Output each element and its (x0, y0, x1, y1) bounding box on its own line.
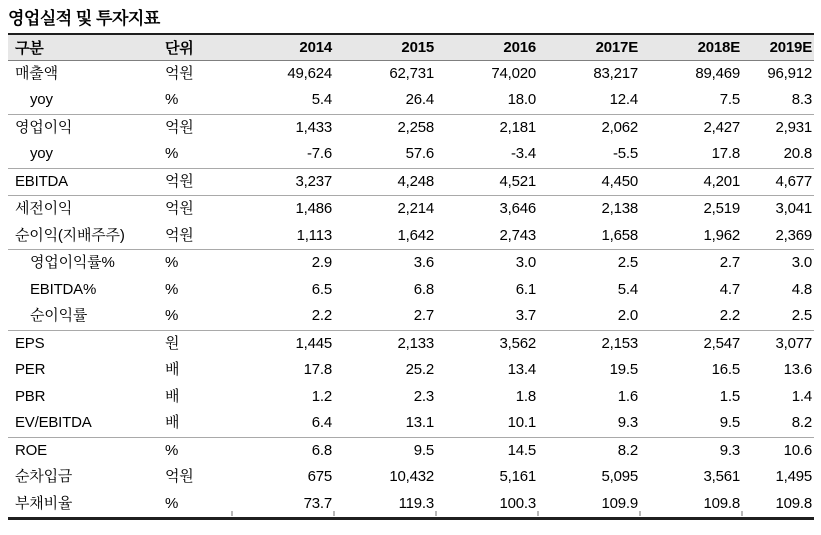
row-unit: % (165, 441, 179, 459)
table-row (8, 223, 814, 250)
row-unit: 배 (165, 387, 180, 405)
value-cell: 2.3 (413, 387, 434, 405)
value-cell: 6.8 (311, 441, 332, 459)
value-cell: 13.4 (507, 361, 536, 378)
value-cell: 18.0 (436, 87, 538, 114)
value-cell: 2.0 (538, 303, 640, 330)
value-cell: 3,646 (499, 200, 536, 217)
financials-table (8, 33, 814, 520)
row-label: 순차입금 (15, 468, 73, 485)
value-cell: 9.3 (719, 441, 740, 459)
row-unit: % (158, 303, 234, 330)
value-cell: 49,624 (287, 64, 332, 82)
table-row (8, 437, 814, 464)
value-cell: 4.8 (791, 280, 812, 298)
value-cell: 2,138 (601, 200, 638, 217)
column-tick (333, 511, 335, 516)
column-tick (639, 511, 641, 516)
header-category: 구분 (8, 34, 158, 60)
value-cell: 100.3 (436, 491, 538, 519)
value-cell: 5.4 (234, 87, 334, 114)
value-cell: 12.4 (538, 87, 640, 114)
row-label: 영업이익률% (30, 254, 115, 271)
value-cell: 3.6 (413, 254, 434, 271)
value-cell: 73.7 (234, 491, 334, 519)
value-cell: 13.6 (783, 361, 812, 378)
value-cell: 2,214 (397, 200, 434, 217)
value-cell: 9.5 (413, 441, 434, 459)
value-cell: 6.1 (515, 280, 536, 298)
value-cell: 8.2 (617, 441, 638, 459)
value-cell: 2,427 (703, 118, 740, 136)
value-cell: 25.2 (405, 361, 434, 378)
value-cell: 89,469 (695, 64, 740, 82)
row-label: EBITDA (8, 168, 158, 196)
row-unit: % (165, 280, 179, 298)
value-cell: -7.6 (234, 141, 334, 168)
value-cell: 5,095 (601, 468, 638, 485)
value-cell: 2.7 (334, 303, 436, 330)
row-label: 영업이익 (15, 118, 73, 136)
value-cell: 8.3 (742, 87, 814, 114)
value-cell: 17.8 (640, 141, 742, 168)
value-cell: 1.5 (719, 387, 740, 405)
value-cell: 1.8 (515, 387, 536, 405)
value-cell: 2,743 (436, 223, 538, 250)
row-unit: 억원 (158, 168, 234, 196)
header-year-2015: 2015 (334, 34, 436, 60)
row-unit: % (165, 254, 179, 271)
row-unit: 원 (165, 334, 180, 352)
value-cell: 2.2 (640, 303, 742, 330)
value-cell: 2.7 (719, 254, 740, 271)
table-header (8, 34, 814, 60)
value-cell: 6.5 (311, 280, 332, 298)
row-unit: 억원 (165, 200, 194, 217)
value-cell: 109.8 (640, 491, 742, 519)
value-cell: 3.0 (791, 254, 812, 271)
row-unit: 배 (165, 361, 180, 378)
value-cell: 1,445 (295, 334, 332, 352)
value-cell: 4,450 (538, 168, 640, 196)
value-cell: 4,521 (436, 168, 538, 196)
table-row (8, 491, 814, 519)
value-cell: 9.3 (538, 410, 640, 437)
value-cell: -5.5 (538, 141, 640, 168)
row-label: EV/EBITDA (8, 410, 158, 437)
value-cell: 17.8 (303, 361, 332, 378)
table-row (8, 357, 814, 384)
page-title: 영업실적 및 투자지표 (8, 9, 160, 28)
row-label: yoy (8, 141, 158, 168)
value-cell: 2.9 (311, 254, 332, 271)
column-tick (741, 511, 743, 516)
value-cell: 10,432 (389, 468, 434, 485)
table-row (8, 114, 814, 141)
row-label: 매출액 (15, 64, 58, 82)
row-label: ROE (15, 441, 47, 459)
row-label: PER (15, 361, 46, 378)
value-cell: 1,433 (295, 118, 332, 136)
row-unit: 배 (158, 410, 234, 437)
value-cell: 96,912 (767, 64, 812, 82)
table-row (8, 87, 814, 114)
value-cell: 20.8 (742, 141, 814, 168)
value-cell: 2,547 (703, 334, 740, 352)
header-year-2014: 2014 (234, 34, 334, 60)
value-cell: 6.4 (234, 410, 334, 437)
value-cell: 2,519 (703, 200, 740, 217)
value-cell: 1.4 (791, 387, 812, 405)
value-cell: 109.9 (538, 491, 640, 519)
row-label: EBITDA% (30, 280, 97, 298)
value-cell: 5.4 (617, 280, 638, 298)
value-cell: 8.2 (742, 410, 814, 437)
value-cell: 14.5 (507, 441, 536, 459)
value-cell: 74,020 (491, 64, 536, 82)
value-cell: 1.6 (617, 387, 638, 405)
row-unit: 억원 (165, 118, 194, 136)
header-year-2017e: 2017E (538, 34, 640, 60)
row-label: 세전이익 (15, 200, 73, 217)
value-cell: 3,041 (775, 200, 812, 217)
table-row (8, 141, 814, 168)
value-cell: 4.7 (719, 280, 740, 298)
value-cell: 7.5 (640, 87, 742, 114)
value-cell: 10.6 (783, 441, 812, 459)
row-unit: % (158, 87, 234, 114)
value-cell: 109.8 (742, 491, 814, 519)
column-tick (537, 511, 539, 516)
value-cell: 675 (307, 468, 332, 485)
row-label: 부채비율 (8, 491, 158, 519)
value-cell: 5,161 (499, 468, 536, 485)
value-cell: 3,562 (499, 334, 536, 352)
value-cell: 1,495 (775, 468, 812, 485)
value-cell: 62,731 (389, 64, 434, 82)
value-cell: 3,077 (775, 334, 812, 352)
value-cell: 26.4 (334, 87, 436, 114)
header-year-2018e: 2018E (640, 34, 742, 60)
value-cell: -3.4 (436, 141, 538, 168)
table-row (8, 277, 814, 304)
row-unit: % (158, 491, 234, 519)
value-cell: 1,486 (295, 200, 332, 217)
header-year-2019e: 2019E (742, 34, 814, 60)
value-cell: 2,153 (601, 334, 638, 352)
value-cell: 2,133 (397, 334, 434, 352)
table-row (8, 196, 814, 223)
row-label: yoy (8, 87, 158, 114)
value-cell: 119.3 (334, 491, 436, 519)
value-cell: 2,062 (601, 118, 638, 136)
table-row (8, 60, 814, 87)
header-unit: 단위 (158, 34, 234, 60)
table-body (8, 60, 814, 519)
value-cell: 1.2 (311, 387, 332, 405)
value-cell: 1,113 (234, 223, 334, 250)
table-row (8, 168, 814, 196)
table-row (8, 330, 814, 357)
column-tick (231, 511, 233, 516)
row-label: 순이익률 (8, 303, 158, 330)
value-cell: 3.0 (515, 254, 536, 271)
value-cell: 3.7 (436, 303, 538, 330)
value-cell: 3,237 (234, 168, 334, 196)
value-cell: 10.1 (436, 410, 538, 437)
value-cell: 2.2 (234, 303, 334, 330)
value-cell: 19.5 (609, 361, 638, 378)
value-cell: 2.5 (617, 254, 638, 271)
value-cell: 1,962 (640, 223, 742, 250)
value-cell: 2,369 (742, 223, 814, 250)
header-row (8, 34, 814, 60)
row-label: EPS (15, 334, 45, 352)
row-unit: % (158, 141, 234, 168)
value-cell: 13.1 (334, 410, 436, 437)
value-cell: 4,248 (334, 168, 436, 196)
value-cell: 6.8 (413, 280, 434, 298)
value-cell: 2,181 (499, 118, 536, 136)
table-row (8, 384, 814, 411)
row-label: PBR (15, 387, 46, 405)
table-row (8, 250, 814, 277)
row-unit: 억원 (158, 223, 234, 250)
table-row (8, 464, 814, 491)
value-cell: 2,258 (397, 118, 434, 136)
value-cell: 3,561 (703, 468, 740, 485)
value-cell: 1,658 (538, 223, 640, 250)
row-unit: 억원 (165, 468, 194, 485)
value-cell: 83,217 (593, 64, 638, 82)
value-cell: 57.6 (334, 141, 436, 168)
value-cell: 4,201 (640, 168, 742, 196)
value-cell: 1,642 (334, 223, 436, 250)
header-year-2016: 2016 (436, 34, 538, 60)
row-label: 순이익(지배주주) (8, 223, 158, 250)
table-row (8, 410, 814, 437)
row-unit: 억원 (165, 64, 194, 82)
value-cell: 9.5 (640, 410, 742, 437)
column-tick (435, 511, 437, 516)
value-cell: 4,677 (742, 168, 814, 196)
table-row (8, 303, 814, 330)
value-cell: 2.5 (742, 303, 814, 330)
value-cell: 16.5 (711, 361, 740, 378)
value-cell: 2,931 (775, 118, 812, 136)
